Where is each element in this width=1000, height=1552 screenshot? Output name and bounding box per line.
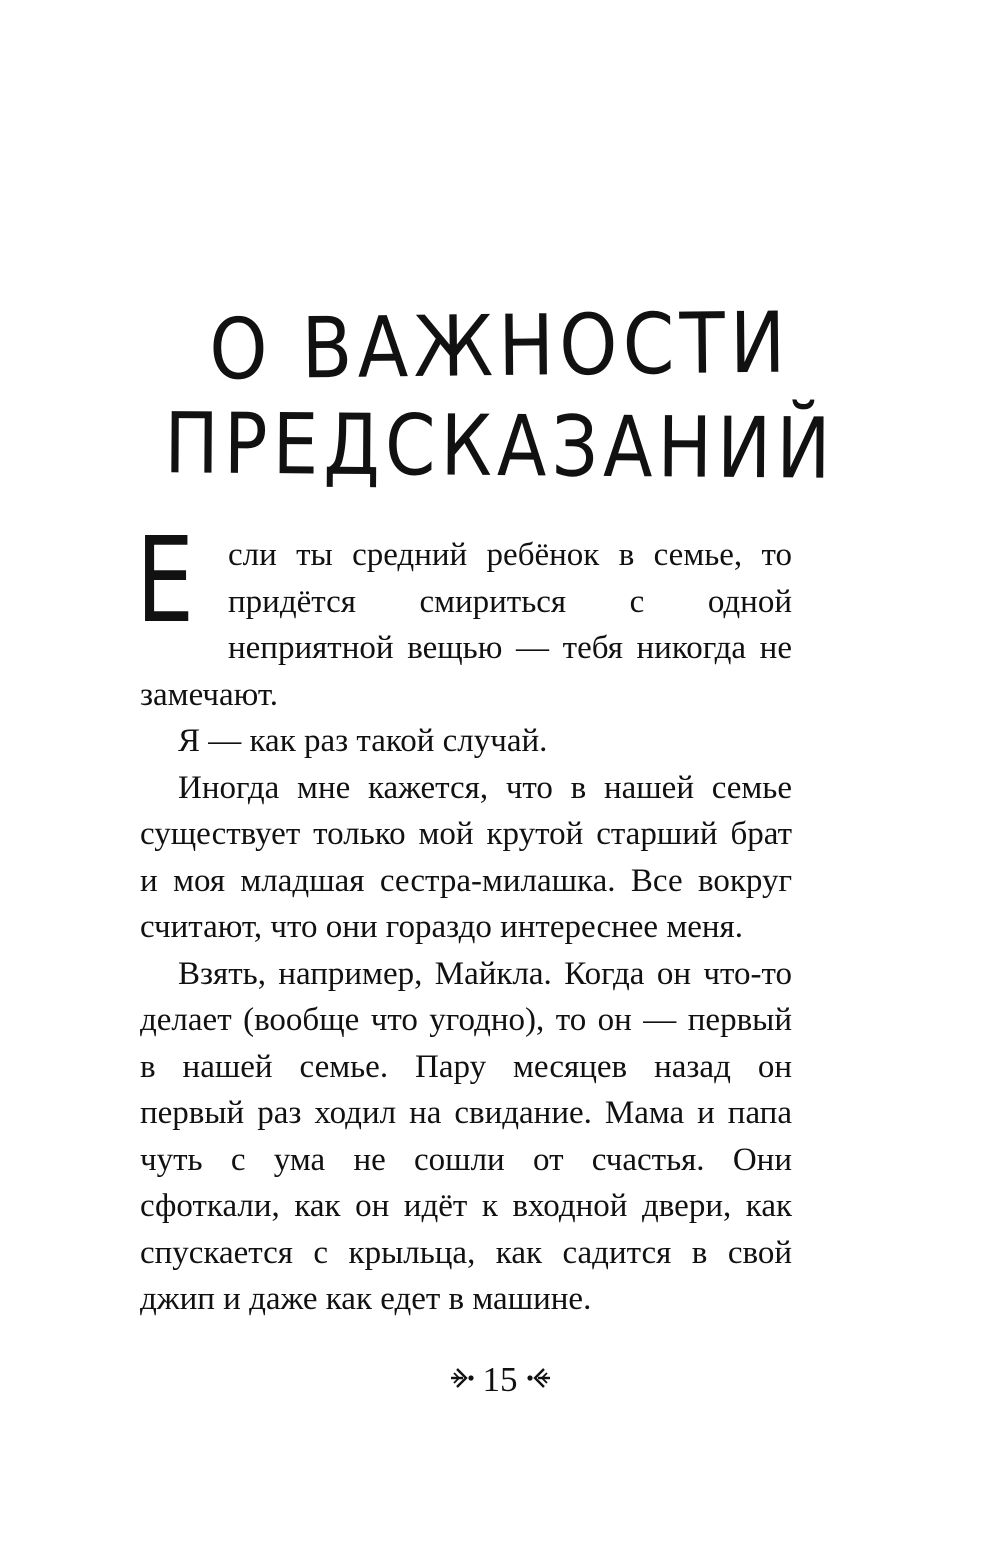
chapter-title-line-2: ПРЕДСКАЗАНИЙ <box>164 394 836 498</box>
chapter-body <box>136 511 792 1323</box>
chapter-title-line-1: О ВАЖНОСТИ <box>208 293 792 399</box>
paragraph-1 <box>136 511 792 718</box>
paragraph-3: Иногда мне кажется, что в нашей семье существует только мой крутой старший брат и моя младшая сестра-милашка. Все вокруг считают, что они гораздо интереснее меня. <box>140 769 792 945</box>
right-flourish-icon <box>522 1355 552 1405</box>
paragraph-4: Взять, например, Майкла. Когда он что-то делает (вообще что угодно), то он — первый в нашей семье. Пару месяцев назад он первый раз ходил на свидание. Мама и папа чуть с ума не сошли от счастья. Они сфоткали, как он идёт к входной двери, как спускается с крыльца, как садится в свой джип и даже как едет в машине. <box>140 955 792 1317</box>
paragraph-2: Я — как раз такой случай. <box>178 723 548 759</box>
page-number: 15 <box>482 1359 518 1399</box>
left-flourish-icon <box>449 1355 479 1405</box>
paragraph-1-text: сли ты средний ребёнок в семье, то придётся смириться с одной неприятной вещью — тебя никогда не замечают. <box>140 537 792 713</box>
chapter-title <box>0 293 1000 498</box>
drop-cap: Е <box>136 511 195 649</box>
page-footer <box>0 1352 1000 1405</box>
